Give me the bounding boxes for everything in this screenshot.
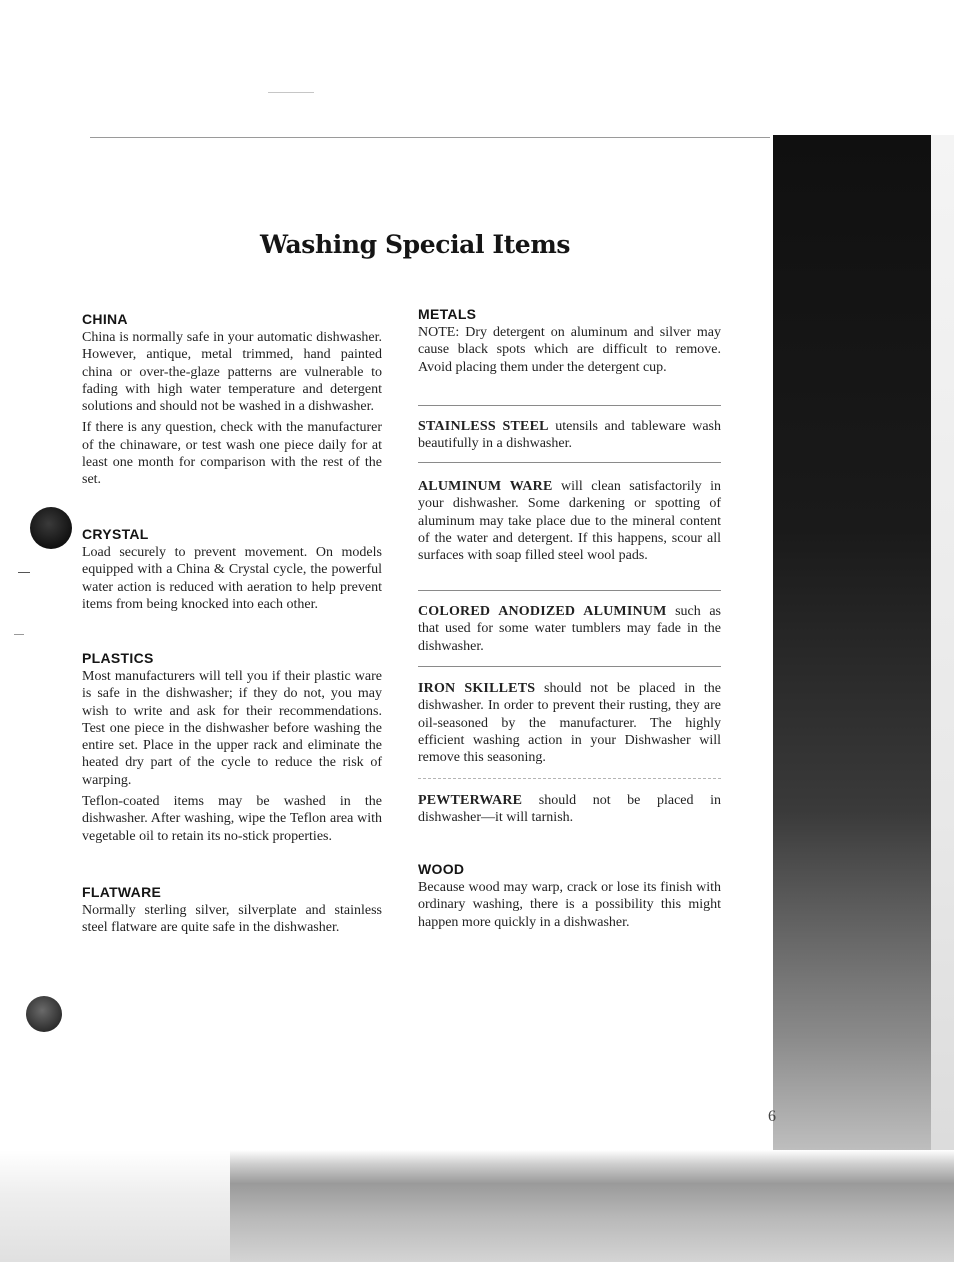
margin-mark <box>14 634 24 635</box>
divider <box>418 405 721 406</box>
lead-term: ALUMINUM WARE <box>418 479 553 494</box>
binder-hole-icon <box>30 507 72 549</box>
divider <box>418 462 721 463</box>
section-text <box>418 792 721 827</box>
section-aluminum-ware <box>418 478 721 568</box>
section-text: Most manufacturers will tell you if their plastic ware is safe in the dishwasher; if they do not, you may wish to write and ask for their recommendations. Test one piece in the dishwasher before washing the entire set. Place in the upper rack and eliminate the heated dry part of the cycle to reduce the risk of warping. <box>82 669 382 788</box>
section-heading: CHINA <box>82 311 128 327</box>
section-text <box>418 680 721 766</box>
section-text: Normally sterling silver, silverplate and stainless steel flatware are quite safe in the dishwasher. <box>82 903 382 936</box>
divider <box>418 590 721 591</box>
section-text <box>418 603 721 655</box>
lead-text: will clean satisfactorily in your dishwasher. Some darkening or spotting of aluminum may take place due to the mineral content of the water and detergent. If this happens, scour all surfaces with soap filled steel wool pads. <box>418 479 722 564</box>
section-heading: CRYSTAL <box>82 526 149 542</box>
section-text: NOTE: Dry detergent on aluminum and silver may cause black spots which are difficult to remove. Avoid placing them under the detergent cup. <box>418 325 721 375</box>
section-text: Teflon-coated items may be washed in the dishwasher. After washing, wipe the Teflon area with vegetable oil to retain its no-stick properties. <box>82 794 382 844</box>
margin-mark <box>18 572 30 573</box>
page-title: Washing Special Items <box>260 230 571 259</box>
section-metals <box>418 306 721 380</box>
lead-term: PEWTERWARE <box>418 793 523 808</box>
section-text: China is normally safe in your automatic dishwasher. However, antique, metal trimmed, hand painted china or over-the-glaze patterns are vulnerable to fading with high water temperature and detergent solutions and should not be washed in a dishwasher. <box>82 330 382 415</box>
scan-shadow-right <box>773 135 954 1262</box>
top-rule <box>90 137 770 138</box>
section-iron-skillets <box>418 680 721 770</box>
section-heading: FLATWARE <box>82 884 162 900</box>
lead-term: IRON SKILLETS <box>418 681 536 696</box>
binder-hole-icon <box>26 996 62 1032</box>
lead-term: STAINLESS STEEL <box>418 419 549 434</box>
lead-term: COLORED ANODIZED ALUMINUM <box>418 604 667 619</box>
section-stainless-steel <box>418 418 721 457</box>
section-text: If there is any question, check with the manufacturer of the chinaware, or test wash one piece daily for at least one month for comparison with the rest of the set. <box>82 420 382 488</box>
section-pewterware <box>418 792 721 831</box>
lead-text: should not be placed in dishwasher—it will tarnish. <box>418 793 721 826</box>
page-number: 6 <box>768 1108 776 1125</box>
section-wood <box>418 861 721 935</box>
lead-text: such as that used for some water tumblers may fade in the dishwasher. <box>418 604 721 654</box>
section-text: Because wood may warp, crack or lose its finish with ordinary washing, there is a possibility this might happen more quickly in a dishwasher. <box>418 880 721 930</box>
section-crystal <box>82 526 382 617</box>
scan-mark <box>268 92 314 93</box>
section-colored-anodized-aluminum <box>418 603 721 659</box>
lead-text: utensils and tableware wash beautifully in a dishwasher. <box>418 419 721 452</box>
divider <box>418 778 721 779</box>
scan-shadow-bottom-light <box>0 1150 230 1262</box>
scan-edge-right <box>931 135 954 1262</box>
section-heading: PLASTICS <box>82 650 154 666</box>
section-china <box>82 311 382 493</box>
section-flatware <box>82 884 382 941</box>
section-text <box>418 478 721 564</box>
section-text <box>418 418 721 453</box>
divider <box>418 666 721 667</box>
lead-text: should not be placed in the dishwasher. In order to prevent their rusting, they are oil-seasoned by the manufacturer. The highly efficient washing action in your Dishwasher will remove this seasoning. <box>418 681 722 766</box>
section-heading: WOOD <box>418 861 465 877</box>
section-heading: METALS <box>418 306 477 322</box>
section-plastics <box>82 650 382 849</box>
section-text: Load securely to prevent movement. On models equipped with a China & Crystal cycle, the powerful water action is reduced with aeration to help prevent items from being knocked into each other. <box>82 545 382 612</box>
